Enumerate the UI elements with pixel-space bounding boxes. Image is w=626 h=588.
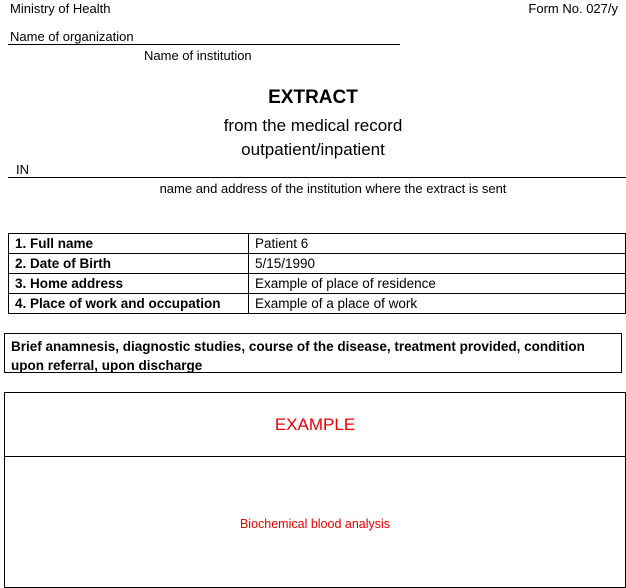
row-value-full-name: Patient 6 — [249, 234, 626, 254]
destination-underline — [8, 177, 626, 178]
document-subtitle-line2: outpatient/inpatient — [241, 140, 385, 159]
organization-underline — [8, 44, 400, 45]
anamnesis-section — [4, 333, 622, 373]
organization-label: Name of organization — [10, 29, 134, 44]
row-value-home-address: Example of place of residence — [249, 274, 626, 294]
institution-label: Name of institution — [144, 48, 252, 63]
destination-in-label: IN — [16, 162, 29, 177]
example-subtitle: Biochemical blood analysis — [239, 517, 391, 531]
patient-info-table — [8, 233, 626, 314]
ministry-label: Ministry of Health — [10, 1, 111, 16]
row-label-place-of-work: 4. Place of work and occupation — [9, 294, 249, 314]
form-number: Form No. 027/y — [528, 1, 618, 16]
row-label-date-of-birth: 2. Date of Birth — [9, 254, 249, 274]
table-row — [9, 234, 626, 254]
example-section — [4, 392, 626, 588]
table-row — [9, 294, 626, 314]
document-subtitle-line1: from the medical record — [223, 116, 403, 135]
row-value-date-of-birth: 5/15/1990 — [249, 254, 626, 274]
row-value-place-of-work: Example of a place of work — [249, 294, 626, 314]
destination-caption: name and address of the institution where the extract is sent — [159, 181, 507, 196]
row-label-full-name: 1. Full name — [9, 234, 249, 254]
table-row — [9, 274, 626, 294]
document-title: EXTRACT — [268, 87, 358, 108]
example-title: EXAMPLE — [274, 415, 356, 434]
example-divider — [5, 456, 625, 457]
row-label-home-address: 3. Home address — [9, 274, 249, 294]
anamnesis-heading: Brief anamnesis, diagnostic studies, course of the disease, treatment provided, condition upon referral, upon discharge — [11, 339, 585, 373]
table-row — [9, 254, 626, 274]
